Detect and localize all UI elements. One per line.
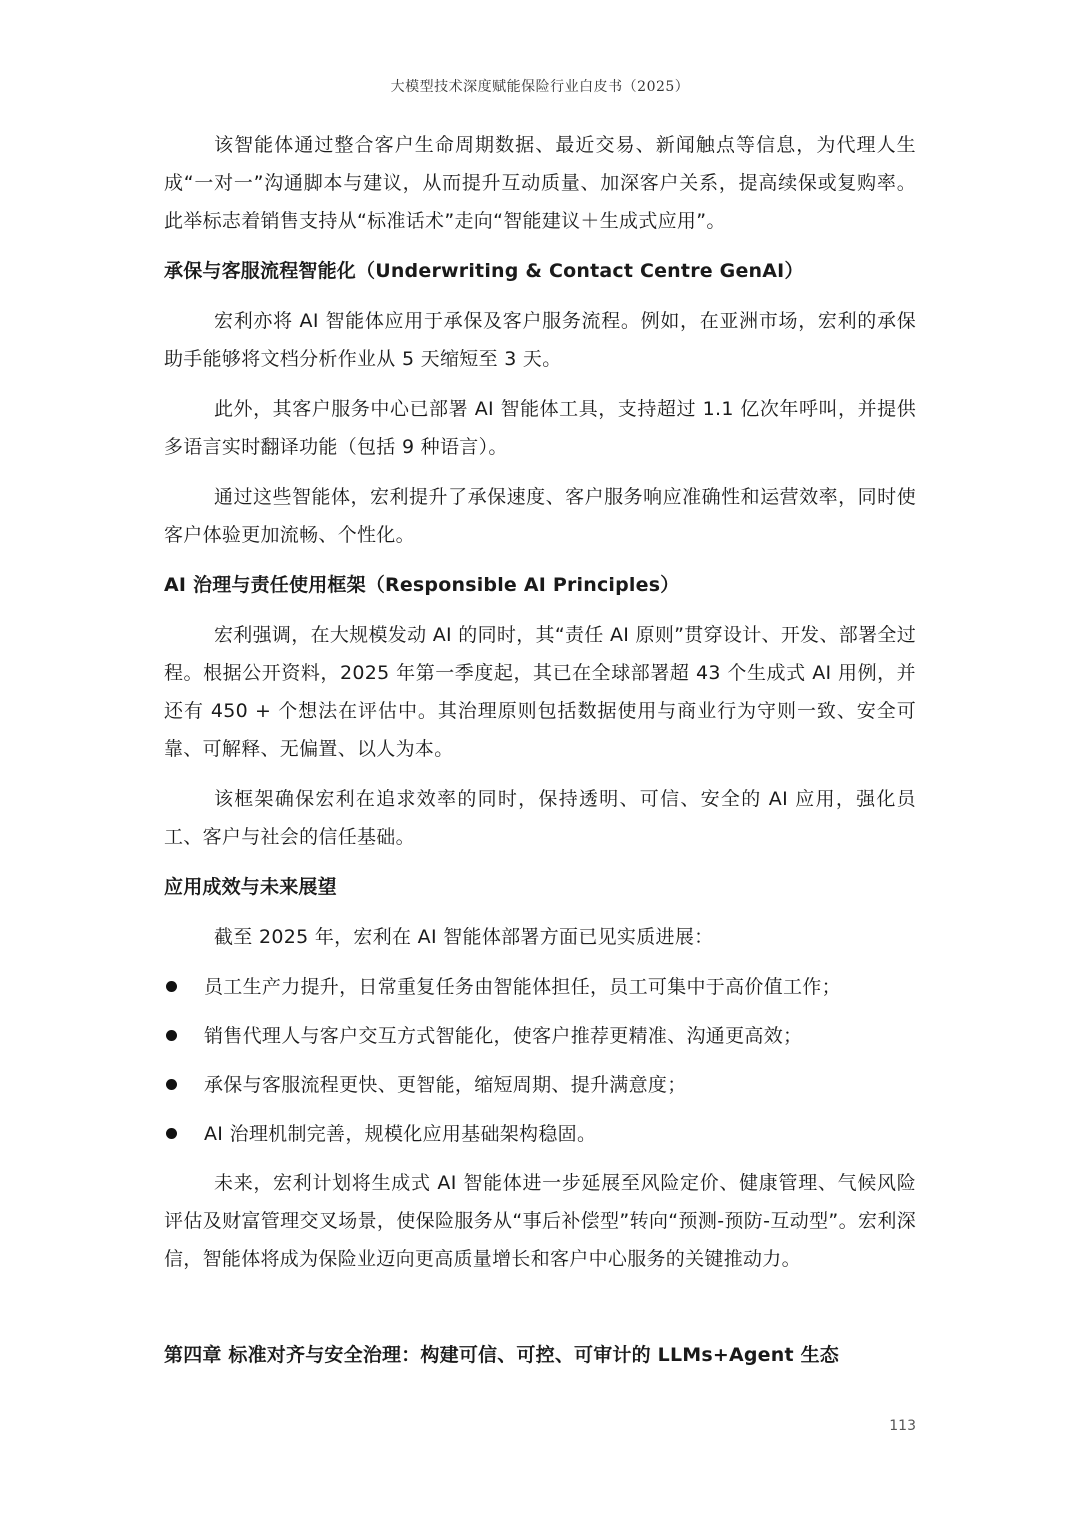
list-item bbox=[164, 1017, 916, 1055]
paragraph-responsible-ai-principles: 宏利强调，在大规模发动 AI 的同时，其“责任 AI 原则”贯穿设计、开发、部署全过程。根据公开资料，2025 年第一季度起，其已在全球部署超 43 个生成式 AI 用例，并还有 450 + 个想法在评估中。其治理原则包括数据使用与商业行为守则一致、安全可靠、可解释、无偏置、以人为本。 bbox=[164, 624, 916, 760]
paragraph-agent-scripts: 该智能体通过整合客户生命周期数据、最近交易、新闻触点等信息，为代理人生成“一对一”沟通脚本与建议，从而提升互动质量、加深客户关系，提高续保或复购率。此举标志着销售支持从“标准话术”走向“智能建议＋生成式应用”。 bbox=[164, 134, 916, 232]
bullet-dot-icon bbox=[166, 981, 177, 992]
running-header: 大模型技术深度赋能保险行业白皮书（2025） bbox=[390, 79, 690, 95]
bullet-dot-icon bbox=[166, 1128, 177, 1139]
chapter-title: 第四章 标准对齐与安全治理：构建可信、可控、可审计的 LLMs+Agent 生态 bbox=[164, 1344, 839, 1366]
paragraph-framework-trust: 该框架确保宏利在追求效率的同时，保持透明、可信、安全的 AI 应用，强化员工、客户与社会的信任基础。 bbox=[164, 788, 916, 848]
list-item-text: 销售代理人与客户交互方式智能化，使客户推荐更精准、沟通更高效； bbox=[204, 1025, 803, 1047]
paragraph-progress-intro: 截至 2025 年，宏利在 AI 智能体部署方面已见实质进展： bbox=[214, 926, 714, 948]
list-item bbox=[164, 1066, 916, 1104]
main-content bbox=[164, 126, 916, 1374]
section-heading-outlook: 应用成效与未来展望 bbox=[164, 876, 337, 898]
paragraph-underwriting-assistant: 宏利亦将 AI 智能体应用于承保及客户服务流程。例如，在亚洲市场，宏利的承保助手能够将文档分析作业从 5 天缩短至 3 天。 bbox=[164, 310, 916, 370]
paragraph-efficiency: 通过这些智能体，宏利提升了承保速度、客户服务响应准确性和运营效率，同时使客户体验更加流畅、个性化。 bbox=[164, 486, 916, 546]
list-item bbox=[164, 1115, 916, 1153]
section-heading-responsible-ai: AI 治理与责任使用框架（Responsible AI Principles） bbox=[164, 574, 680, 596]
bullet-dot-icon bbox=[166, 1079, 177, 1090]
paragraph-contact-centre: 此外，其客户服务中心已部署 AI 智能体工具，支持超过 1.1 亿次年呼叫，并提供多语言实时翻译功能（包括 9 种语言）。 bbox=[164, 398, 916, 458]
list-item-text: AI 治理机制完善，规模化应用基础架构稳固。 bbox=[204, 1123, 597, 1145]
progress-bullet-list bbox=[164, 968, 916, 1153]
page-number: 113 bbox=[889, 1418, 916, 1434]
list-item-text: 员工生产力提升，日常重复任务由智能体担任，员工可集中于高价值工作； bbox=[204, 976, 841, 998]
paragraph-future-plans: 未来，宏利计划将生成式 AI 智能体进一步延展至风险定价、健康管理、气候风险评估及财富管理交叉场景，使保险服务从“事后补偿型”转向“预测-预防-互动型”。宏利深信，智能体将成为保险业迈向更高质量增长和客户中心服务的关键推动力。 bbox=[164, 1172, 916, 1270]
section-heading-underwriting: 承保与客服流程智能化（Underwriting & Contact Centre GenAI） bbox=[164, 260, 804, 282]
list-item-text: 承保与客服流程更快、更智能，缩短周期、提升满意度； bbox=[204, 1074, 687, 1096]
list-item bbox=[164, 968, 916, 1006]
bullet-dot-icon bbox=[166, 1030, 177, 1041]
